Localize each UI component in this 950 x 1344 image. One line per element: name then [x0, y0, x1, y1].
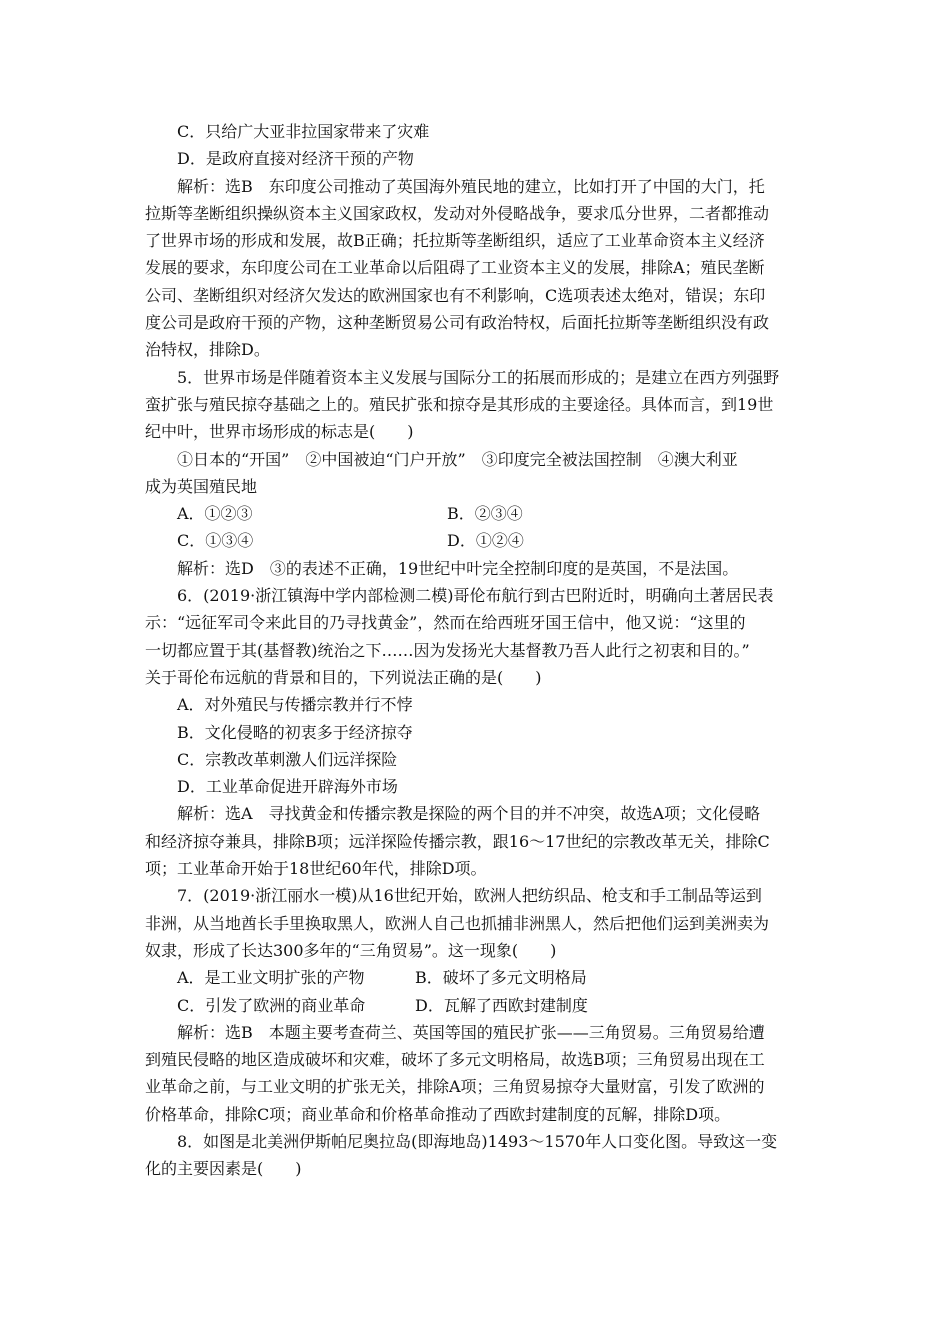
q7-option-d: D．瓦解了西欧封建制度 — [415, 995, 588, 1015]
q6-analysis-line: 解析：选A 寻找黄金和传播宗教是探险的两个目的并不冲突，故选A项；文化侵略 — [177, 804, 761, 824]
q6-stem-line: 示：“远征军司令来此目的乃寻找黄金”，然而在给西班牙国王信中，他又说：“这里的 — [145, 613, 746, 633]
document-page — [145, 118, 810, 1183]
q6-option-d: D．工业革命促进开辟海外市场 — [177, 777, 398, 797]
q5-option-c: C．①③④ — [177, 531, 254, 551]
q7-option-a: A．是工业文明扩张的产物 — [177, 968, 365, 988]
q6-analysis-line: 项；工业革命开始于18世纪60年代，排除D项。 — [145, 859, 487, 879]
q5-items-line: ①日本的“开国” ②中国被迫“门户开放” ③印度完全被法国控制 ④澳大利亚 — [177, 449, 738, 469]
q6-stem-line: 关于哥伦布远航的背景和目的，下列说法正确的是( ) — [145, 667, 542, 687]
q6-stem-line: 一切都应置于其(基督教)统治之下……因为发扬光大基督教乃吾人此行之初衷和目的。” — [145, 640, 750, 660]
q4-analysis-line: 拉斯等垄断组织操纵资本主义国家政权，发动对外侵略战争，要求瓜分世界，二者都推动 — [145, 203, 770, 223]
q5-analysis: 解析：选D ③的表述不正确，19世纪中叶完全控制印度的是英国，不是法国。 — [177, 558, 739, 578]
q6-analysis-line: 和经济掠夺兼具，排除B项；远洋探险传播宗教，跟16～17世纪的宗教改革无关，排除C — [145, 831, 770, 851]
q8-stem-line: 化的主要因素是( ) — [145, 1159, 302, 1179]
q6-option-c: C．宗教改革刺激人们远洋探险 — [177, 749, 398, 769]
q4-analysis-line: 治特权，排除D。 — [145, 340, 270, 360]
q5-stem-line: 纪中叶，世界市场形成的标志是( ) — [145, 422, 414, 442]
q5-items-line: 成为英国殖民地 — [145, 476, 258, 496]
q7-analysis-line: 价格革命，排除C项；商业革命和价格革命推动了西欧封建制度的瓦解，排除D项。 — [145, 1104, 731, 1124]
q4-option-c: C．只给广大亚非拉国家带来了灾难 — [177, 122, 430, 141]
q5-options-row — [145, 500, 810, 527]
q7-analysis-line: 到殖民侵略的地区造成破坏和灾难，破坏了多元文明格局，故选B项；三角贸易出现在工 — [145, 1050, 765, 1070]
q6-option-a: A．对外殖民与传播宗教并行不悖 — [177, 695, 413, 715]
q7-options-row — [145, 964, 810, 991]
q7-stem-line: 7．(2019·浙江丽水一模)从16世纪开始，欧洲人把纺织品、枪支和手工制品等运到 — [177, 886, 762, 906]
q4-option-d: D．是政府直接对经济干预的产物 — [177, 149, 414, 169]
q5-option-a: A．①②③ — [177, 504, 253, 524]
q7-stem-line: 奴隶，形成了长达300多年的“三角贸易”。这一现象( ) — [145, 940, 557, 960]
q4-analysis-line: 发展的要求，东印度公司在工业革命以后阻碍了工业资本主义的发展，排除A；殖民垄断 — [145, 258, 765, 278]
q7-options-row — [145, 992, 810, 1019]
q5-stem-line: 蛮扩张与殖民掠夺基础之上的。殖民扩张和掠夺是其形成的主要途径。具体而言，到19世 — [145, 394, 774, 414]
q5-option-d: D．①②④ — [447, 531, 524, 551]
q7-analysis-line: 解析：选B 本题主要考查荷兰、英国等国的殖民扩张——三角贸易。三角贸易给遭 — [177, 1022, 765, 1042]
q7-analysis-line: 业革命之前，与工业文明的扩张无关，排除A项；三角贸易掠夺大量财富，引发了欧洲的 — [145, 1077, 765, 1097]
q4-analysis-line: 度公司是政府干预的产物，这种垄断贸易公司有政治特权，后面托拉斯等垄断组织没有政 — [145, 313, 770, 333]
q5-stem-line: 5．世界市场是伴随着资本主义发展与国际分工的拓展而形成的；是建立在西方列强野 — [177, 367, 780, 387]
q6-option-b: B．文化侵略的初衷多于经济掠夺 — [177, 722, 413, 742]
q4-analysis-line: 了世界市场的形成和发展，故B正确；托拉斯等垄断组织，适应了工业革命资本主义经济 — [145, 231, 765, 251]
q6-stem-line: 6．(2019·浙江镇海中学内部检测二模)哥伦布航行到古巴附近时，明确向土著居民表 — [177, 586, 774, 606]
q4-analysis-line: 公司、垄断组织对经济欠发达的欧洲国家也有不利影响，C选项表述太绝对，错误；东印 — [145, 285, 766, 305]
q7-option-b: B．破坏了多元文明格局 — [415, 968, 587, 988]
q4-analysis-line: 解析：选B 东印度公司推动了英国海外殖民地的建立，比如打开了中国的大门，托 — [177, 176, 765, 196]
q8-stem-line: 8．如图是北美洲伊斯帕尼奥拉岛(即海地岛)1493～1570年人口变化图。导致这一变 — [177, 1131, 778, 1151]
q7-stem-line: 非洲，从当地酋长手里换取黑人，欧洲人自己也抓捕非洲黑人，然后把他们运到美洲卖为 — [145, 913, 770, 933]
q5-option-b: B．②③④ — [447, 504, 523, 524]
q7-option-c: C．引发了欧洲的商业革命 — [177, 995, 366, 1015]
q5-options-row — [145, 527, 810, 554]
